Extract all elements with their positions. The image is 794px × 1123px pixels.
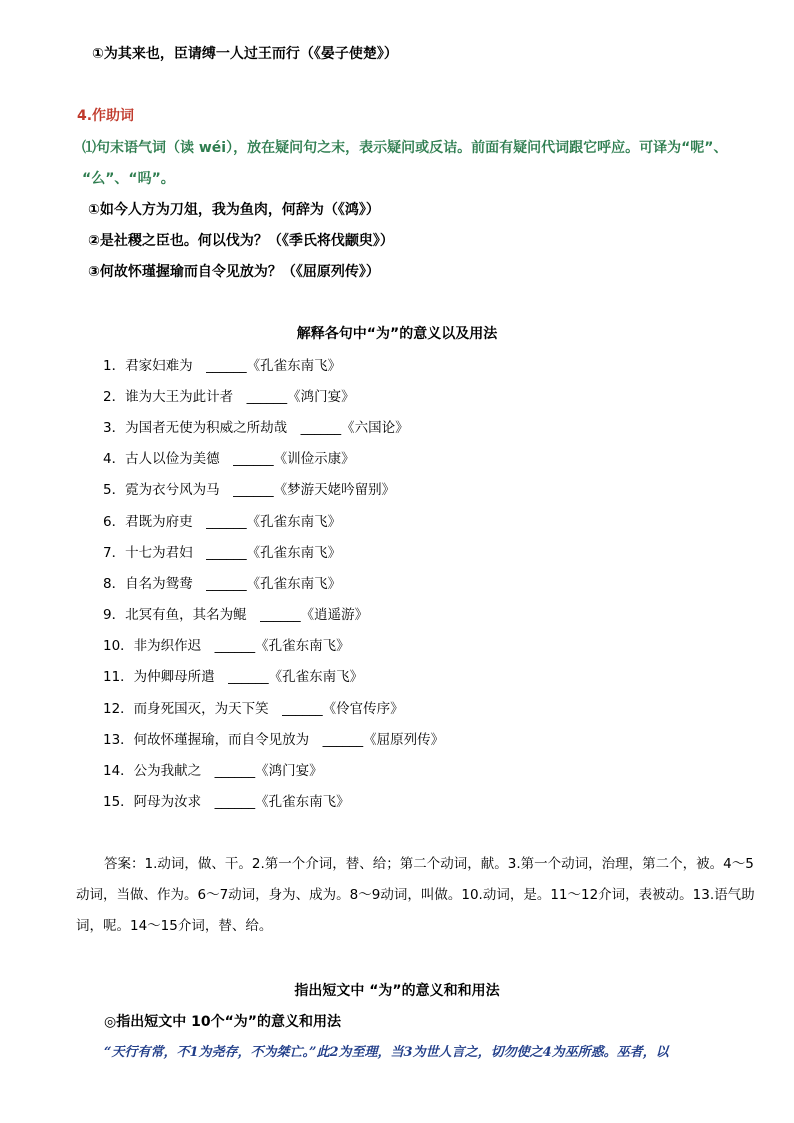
exercise-question: 14．公为我献之 ______《鸿门宴》 [103, 763, 323, 779]
example-sentence: ①如今人方为刀俎，我为鱼肉，何辞为（《鸿》） [88, 202, 380, 218]
exercise-title-2: 指出短文中 “为”的意义和和用法 [294, 983, 500, 999]
exercise-question: 7．十七为君妇 ______《孔雀东南飞》 [103, 545, 342, 561]
exercise-question: 15．阿母为汝求 ______《孔雀东南飞》 [103, 794, 350, 810]
answer-paragraph: 答案：1.动词，做、干。2.第一个介词，替、给；第二个动词，献。3.第一个动词，治理，第二个，被。4～5动词，当做、作为。6～7动词，身为、成为。8～9动词，叫做。10.动词，是。11～12介词，表被动。13.语气助词，呢。14～15介词，替、给。 [76, 856, 755, 934]
exercise-question: 2．谁为大王为此计者 ______《鸿门宴》 [103, 389, 355, 405]
section-heading: 4.作助词 [77, 108, 135, 124]
section-description: ⑴句末语气词（读 wéi），放在疑问句之末，表示疑问或反诘。前面有疑问代词跟它呼应。可译为“呢”、 [82, 140, 728, 156]
exercise-question: 8．自名为鸳鸯 ______《孔雀东南飞》 [103, 576, 342, 592]
example-sentence: ②是社稷之臣也。何以伐为？（《季氏将伐颛臾》） [88, 233, 394, 249]
exercise-question: 12．而身死国灭，为天下笑 ______《伶官传序》 [103, 701, 404, 717]
passage-text: “天行有常，不1为尧存，不为桀亡。”此2为至理，当3为世人言之，切勿使之4为巫所惑。巫者，以 [104, 1045, 669, 1060]
exercise-question: 4．古人以俭为美德 ______《训俭示康》 [103, 451, 355, 467]
exercise-question: 1．君家妇难为 ______《孔雀东南飞》 [103, 358, 342, 374]
exercise-question: 10．非为织作迟 ______《孔雀东南飞》 [103, 638, 350, 654]
exercise-subtitle: ◎指出短文中 10个“为”的意义和用法 [104, 1014, 341, 1030]
exercise-question: 6．君既为府吏 ______《孔雀东南飞》 [103, 514, 342, 530]
exercise-question: 11．为仲卿母所遣 ______《孔雀东南飞》 [103, 669, 364, 685]
exercise-title: 解释各句中“为”的意义以及用法 [296, 326, 498, 342]
section-description-continued: “么”、“吗”。 [82, 171, 175, 187]
top-example-sentence: ①为其来也，臣请缚一人过王而行（《晏子使楚》） [92, 46, 398, 62]
example-sentence: ③何故怀瑾握瑜而自令见放为？（《屈原列传》） [88, 264, 380, 280]
exercise-question: 9．北冥有鱼，其名为鲲 ______《逍遥游》 [103, 607, 369, 623]
exercise-question: 3．为国者无使为积威之所劫哉 ______《六国论》 [103, 420, 409, 436]
exercise-question: 13．何故怀瑾握瑜，而自令见放为 ______《屈原列传》 [103, 732, 445, 748]
exercise-question: 5．霓为衣兮风为马 ______《梦游天姥吟留别》 [103, 482, 396, 498]
